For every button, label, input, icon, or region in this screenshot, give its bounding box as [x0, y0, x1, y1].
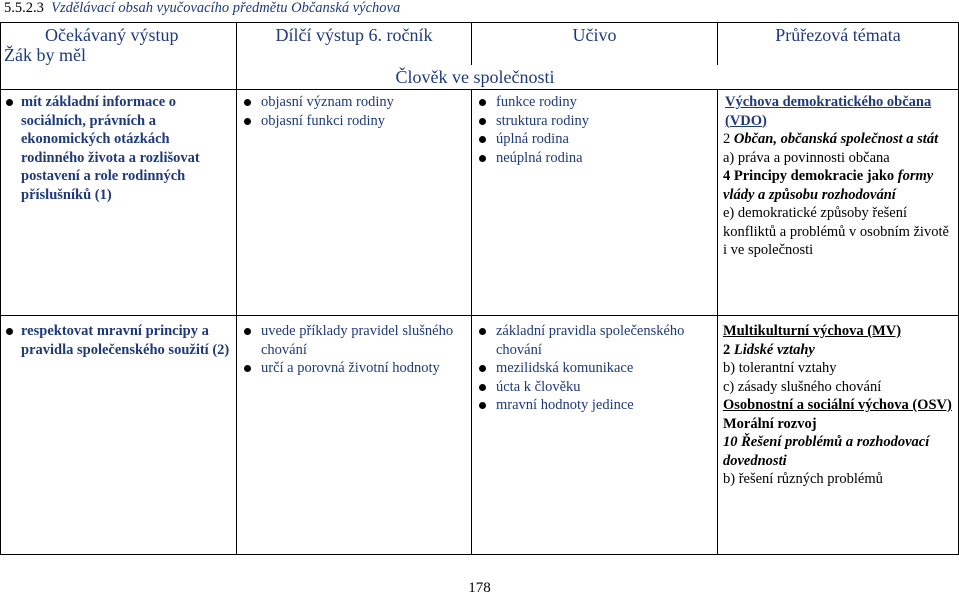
- header-pupil-label: Žák by měl: [4, 45, 86, 65]
- theme-topic-italic: formy vlády a způsobu rozhodování: [723, 168, 934, 203]
- section-heading: [4, 0, 400, 17]
- list-item: respektovat mravní principy a pravidla společenského soužití (2): [1, 322, 236, 359]
- header-partial-outcome: Dílčí výstup 6. ročník: [237, 23, 472, 66]
- section-row: [1, 65, 959, 90]
- theme-line: [723, 341, 954, 360]
- theme-vdo: Výchova demokratického občana (VDO): [725, 94, 932, 129]
- table-row: [1, 316, 959, 555]
- list-item: uvede příklady pravidel slušného chování: [237, 322, 471, 359]
- theme-num: 2: [723, 341, 734, 358]
- list-item: úcta k člověku: [472, 378, 717, 397]
- page-number: 178: [468, 580, 491, 596]
- header-expected-outcome-label: Očekávaný výstup: [45, 25, 179, 45]
- list-item: mít základní informace o sociálních, právních a ekonomických otázkách rodinného života a rozlišovat postavení a role rodinných příslušníků (1): [1, 93, 236, 204]
- table-header-row: [1, 23, 959, 66]
- list-item: funkce rodiny: [472, 93, 717, 112]
- theme-num: 2: [723, 131, 734, 147]
- theme-line: c) zásady slušného chování: [723, 378, 882, 395]
- theme-topic-italic: Lidské vztahy: [733, 341, 815, 358]
- section-title: Vzdělávací obsah vyučovacího předmětu Občanská výchova: [51, 0, 401, 16]
- list-item: základní pravidla společenského chování: [472, 322, 717, 359]
- list-item: objasní význam rodiny: [237, 93, 471, 112]
- list-item: úplná rodina: [472, 130, 717, 149]
- theme-osv: Osobnostní a sociální výchova (OSV): [723, 397, 952, 413]
- list-item: mravní hodnoty jedince: [472, 396, 717, 415]
- theme-line: b) tolerantní vztahy: [723, 360, 837, 376]
- curriculum-cell: [472, 316, 718, 555]
- curriculum-cell: [472, 90, 718, 316]
- section-number: 5.5.2.3: [4, 0, 44, 16]
- theme-line: Morální rozvoj: [723, 415, 817, 432]
- theme-line: a) práva a povinnosti občana: [723, 149, 890, 166]
- theme-line: [723, 130, 954, 149]
- theme-line: 10 Řešení problémů a rozhodovací dovednosti: [723, 434, 930, 469]
- outcome-cell: [1, 316, 237, 555]
- theme-mv: Multikulturní výchova (MV): [723, 323, 902, 339]
- header-cross-themes: Průřezová témata: [718, 23, 959, 66]
- table-row: [1, 90, 959, 316]
- theme-line: [723, 167, 954, 204]
- list-item: mezilidská komunikace: [472, 359, 717, 378]
- list-item: struktura rodiny: [472, 112, 717, 131]
- list-item: objasní funkci rodiny: [237, 112, 471, 131]
- list-item: určí a porovná životní hodnoty: [237, 359, 471, 378]
- partial-outcome-cell: [237, 316, 472, 555]
- partial-outcome-cell: [237, 90, 472, 316]
- section-title-cell: [237, 65, 959, 90]
- header-curriculum: Učivo: [472, 23, 718, 66]
- outcome-cell: [1, 90, 237, 316]
- list-item: neúplná rodina: [472, 149, 717, 168]
- theme-line: b) řešení různých problémů: [723, 471, 883, 487]
- section-blank-cell: [1, 65, 237, 90]
- cross-theme-cell: [718, 90, 959, 316]
- section-name: Člověk ve společnosti: [395, 67, 555, 87]
- cross-theme-cell: [718, 316, 959, 555]
- theme-topic: Občan, občanská společnost a stát: [733, 131, 939, 147]
- header-expected-outcome: [1, 23, 237, 66]
- theme-line: e) demokratické způsoby řešení konfliktů a problémů v osobním životě i ve společnosti: [723, 205, 949, 258]
- theme-topic: 4 Principy demokracie jako: [723, 168, 898, 184]
- curriculum-table: [0, 22, 959, 555]
